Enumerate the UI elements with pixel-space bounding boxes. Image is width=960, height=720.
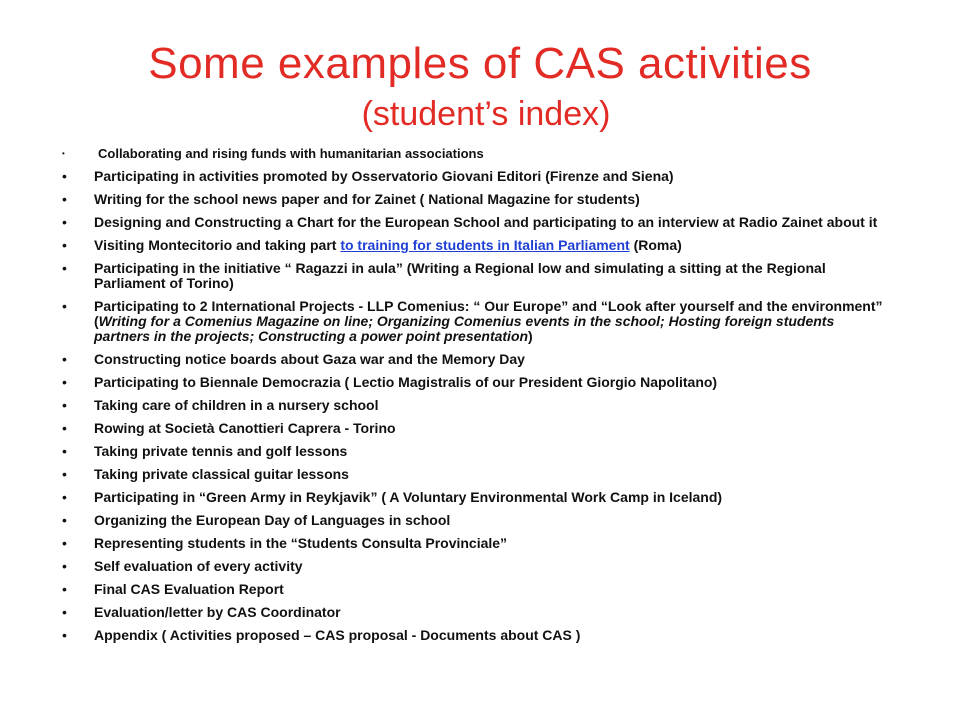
list-item-text: Evaluation/letter by CAS Coordinator: [94, 604, 341, 620]
list-item: [62, 352, 892, 367]
bullet-icon: •: [62, 581, 67, 597]
slide-title: [0, 39, 960, 133]
bullet-icon: •: [62, 558, 67, 574]
list-item-text: Writing for the school news paper and for Zainet ( National Magazine for students): [94, 191, 640, 207]
bullet-icon: •: [62, 298, 67, 314]
list-item: [62, 628, 892, 643]
bullet-icon: •: [62, 149, 65, 158]
bullet-icon: •: [62, 466, 67, 482]
list-item: [62, 444, 892, 459]
list-item: [62, 299, 892, 344]
list-item: [62, 375, 892, 390]
list-item: [62, 146, 892, 161]
list-item-text: Final CAS Evaluation Report: [94, 581, 284, 597]
bullet-icon: •: [62, 191, 67, 207]
bullet-icon: •: [62, 214, 67, 230]
list-item: [62, 605, 892, 620]
list-item: [62, 513, 892, 528]
list-item-text-before: Participating to 2 International Projects - LLP Comenius: “ Our Europe” and “Look after yourself and the environment” (: [94, 298, 883, 329]
title-subtitle: (student’s index): [361, 95, 611, 133]
bullet-icon: •: [62, 351, 67, 367]
bullet-icon: •: [62, 420, 67, 436]
list-item: [62, 169, 892, 184]
list-item-text-after: ): [528, 328, 533, 344]
bullet-icon: •: [62, 627, 67, 643]
list-item-text: Participating in “Green Army in Reykjavik” ( A Voluntary Environmental Work Camp in Iceland): [94, 489, 723, 505]
list-item-text: Constructing notice boards about Gaza war and the Memory Day: [94, 351, 525, 367]
title-main: Some examples of CAS activities: [148, 39, 812, 88]
list-item: [62, 582, 892, 597]
bullet-icon: •: [62, 237, 67, 253]
list-item-text: Collaborating and rising funds with humanitarian associations: [98, 146, 484, 161]
list-item-text: Designing and Constructing a Chart for the European School and participating to an interview at Radio Zainet about it: [94, 214, 878, 230]
list-item-text: Taking care of children in a nursery school: [94, 397, 379, 413]
list-item: [62, 215, 892, 230]
list-item-text-italic: Writing for a Comenius Magazine on line; Organizing Comenius events in the school; Hosting foreign students partners in the projects; Constructing a power point presentation: [94, 313, 835, 344]
list-item-text: Appendix ( Activities proposed – CAS proposal - Documents about CAS ): [94, 627, 581, 643]
list-item-text-after: (Roma): [629, 237, 682, 253]
list-item: [62, 467, 892, 482]
list-item: [62, 398, 892, 413]
activity-list: [62, 146, 892, 651]
list-item: [62, 261, 892, 291]
list-item: [62, 238, 892, 253]
list-item-text: Organizing the European Day of Languages in school: [94, 512, 451, 528]
list-item-text: Taking private tennis and golf lessons: [94, 443, 348, 459]
bullet-icon: •: [62, 374, 67, 390]
bullet-icon: •: [62, 604, 67, 620]
list-item-text: Rowing at Società Canottieri Caprera - Torino: [94, 420, 396, 436]
parliament-training-link[interactable]: to training for students in Italian Parliament: [340, 237, 630, 253]
bullet-icon: •: [62, 512, 67, 528]
bullet-icon: •: [62, 260, 67, 276]
list-item: [62, 559, 892, 574]
list-item: [62, 421, 892, 436]
list-item: [62, 192, 892, 207]
bullet-icon: •: [62, 397, 67, 413]
list-item: [62, 536, 892, 551]
list-item-text: Taking private classical guitar lessons: [94, 466, 349, 482]
list-item-text: Representing students in the “Students Consulta Provinciale”: [94, 535, 508, 551]
bullet-icon: •: [62, 535, 67, 551]
list-item-text: Participating to Biennale Democrazia ( Lectio Magistralis of our President Giorgio Napolitano): [94, 374, 718, 390]
list-item: [62, 490, 892, 505]
list-item-text: Self evaluation of every activity: [94, 558, 303, 574]
list-item-text-before: Visiting Montecitorio and taking part: [94, 237, 341, 253]
bullet-icon: •: [62, 489, 67, 505]
list-item-text: Participating in activities promoted by Osservatorio Giovani Editori (Firenze and Siena): [94, 168, 674, 184]
list-item-text: Participating in the initiative “ Ragazzi in aula” (Writing a Regional low and simulating a sitting at the Regional Parliament of Torino): [94, 260, 826, 291]
bullet-icon: •: [62, 168, 67, 184]
bullet-icon: •: [62, 443, 67, 459]
